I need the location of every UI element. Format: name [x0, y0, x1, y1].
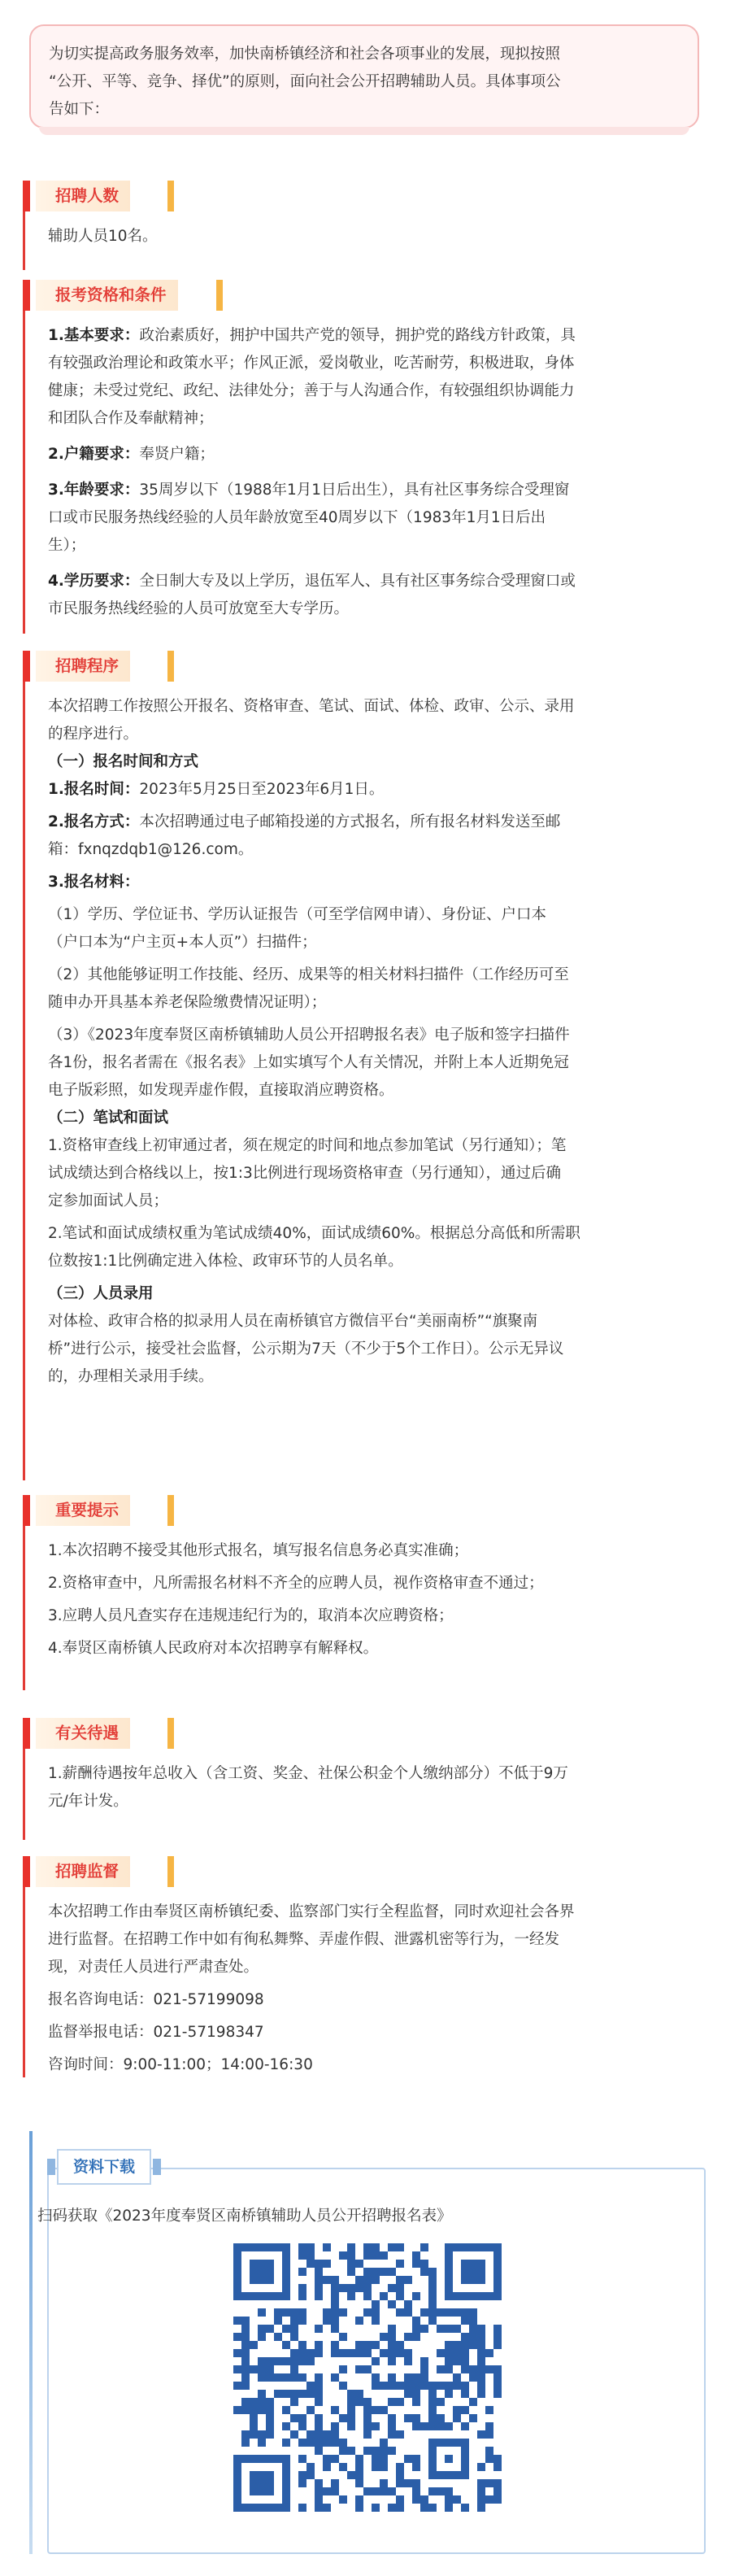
- req-label: 4.学历要求：: [48, 573, 140, 590]
- header-red-bar: [23, 1856, 30, 1887]
- material-line: 随申办开具基本养老保险缴费情况证明）；: [48, 994, 327, 1011]
- intro-box: [29, 24, 699, 129]
- intro-line: 为切实提高政务服务效率，加快南桥镇经济和社会各项事业的发展，现拟按照: [49, 46, 561, 63]
- req-line: 和团队合作及奉献精神；: [48, 410, 214, 427]
- section-benefits: [23, 1718, 699, 1840]
- section-title: 招聘程序: [36, 651, 130, 682]
- exam-line: 定参加面试人员；: [48, 1192, 169, 1210]
- benefit-line: 元/年计发。: [48, 1793, 128, 1810]
- section-title: 招聘监督: [36, 1856, 130, 1887]
- material-line: （2）其他能够证明工作技能、经历、成果等的相关材料扫描件（工作经历可至: [48, 966, 569, 983]
- material-line: （户口本为“户主页+本人页”）扫描件；: [48, 934, 317, 951]
- section-procedure: [23, 651, 699, 1480]
- req-text: 奉贤户籍；: [139, 446, 215, 463]
- req-line: 政治素质好，拥护中国共产党的领导，拥护党的路线方针政策，具: [139, 327, 576, 344]
- header-red-bar: [23, 181, 30, 211]
- material-line: 各1份，报名者需在《报名表》上如实填写个人有关情况，并附上本人近期免冠: [48, 1054, 569, 1071]
- header-red-bar: [23, 1718, 30, 1749]
- section-header: [23, 1495, 699, 1526]
- section-recruit-count: [23, 181, 699, 270]
- section-supervision: [23, 1856, 699, 2077]
- header-red-bar: [23, 1495, 30, 1526]
- header-red-bar: [23, 280, 30, 311]
- section-header: [23, 651, 699, 682]
- subheading-exam: （二）笔试和面试: [48, 1109, 169, 1127]
- download-title: 资料下载: [57, 2149, 151, 2185]
- section-qualifications: [23, 280, 699, 634]
- consult-phone: 报名咨询电话：021-57199098: [48, 1991, 264, 2008]
- req-line: 市民服务热线经验的人员可放宽至大专学历。: [48, 600, 350, 617]
- section-header: [23, 1856, 699, 1887]
- material-line: （3）《2023年度奉贤区南桥镇辅助人员公开招聘报名表》电子版和签字扫描件: [48, 1026, 570, 1044]
- section-header: [23, 1718, 699, 1749]
- exam-line: 1.资格审查线上初审通过者，须在规定的时间和地点参加笔试（另行通知）；笔: [48, 1137, 567, 1154]
- intro-line: “公开、平等、竞争、择优”的原则，面向社会公开招聘辅助人员。具体事项公: [49, 73, 561, 90]
- section-title: 报考资格和条件: [36, 280, 178, 311]
- section-important-notes: [23, 1495, 699, 1690]
- req-line: 35周岁以下（1988年1月1日后出生），具有社区事务综合受理窗: [139, 482, 570, 499]
- item-label: 3.报名材料：: [48, 874, 140, 891]
- req-education: [48, 568, 699, 595]
- section-title: 重要提示: [36, 1495, 130, 1526]
- req-line: 全日制大专及以上学历，退伍军人、具有社区事务综合受理窗口或: [139, 573, 576, 590]
- report-phone: 监督举报电话：021-57198347: [48, 2024, 264, 2041]
- reg-materials: [48, 869, 699, 896]
- procedure-intro: 的程序进行。: [48, 726, 139, 743]
- item-label: 2.报名方式：: [48, 813, 140, 830]
- download-text: 扫码获取《2023年度奉贤区南桥镇辅助人员公开招聘报名表》: [37, 2208, 452, 2225]
- procedure-intro: 本次招聘工作按照公开报名、资格审查、笔试、面试、体检、政审、公示、录用: [48, 698, 575, 715]
- req-household: [48, 441, 699, 469]
- supervision-line: 进行监督。在招聘工作中如有徇私舞弊、弄虚作假、泄露机密等行为，一经发: [48, 1931, 560, 1948]
- employment-line: 桥”进行公示，接受社会监督，公示期为7天（不少于5个工作日）。公示无异议: [48, 1340, 564, 1358]
- note-item: 3.应聘人员凡查实存在违规违纪行为的，取消本次应聘资格；: [48, 1607, 454, 1624]
- header-yellow-bar: [167, 1495, 174, 1526]
- item-line: 本次招聘通过电子邮箱投递的方式报名，所有报名材料发送至邮: [139, 813, 561, 830]
- reg-email-line: 箱：fxnqzdqb1@126.com。: [48, 841, 254, 858]
- req-basic: [48, 322, 699, 350]
- employment-line: 对体检、政审合格的拟录用人员在南桥镇官方微信平台“美丽南桥”“旗聚南: [48, 1313, 538, 1330]
- section-title: 招聘人数: [36, 181, 130, 211]
- exam-line: 位数按1:1比例确定进入体检、政审环节的人员名单。: [48, 1253, 403, 1270]
- subheading-registration: （一）报名时间和方式: [48, 753, 199, 770]
- req-line: 生）；: [48, 537, 86, 554]
- exam-line: 2.笔试和面试成绩权重为笔试成绩40%，面试成绩60%。根据总分高低和所需职: [48, 1225, 580, 1242]
- download-side-bar: [29, 2131, 33, 2554]
- header-yellow-bar: [216, 280, 223, 311]
- header-yellow-bar: [167, 651, 174, 682]
- exam-line: 试成绩达到合格线以上，按1:3比例进行现场资格审查（另行通知），通过后确: [48, 1165, 562, 1182]
- header-yellow-bar: [167, 181, 174, 211]
- subheading-employment: （三）人员录用: [48, 1285, 154, 1302]
- section-header: [23, 181, 699, 211]
- header-red-bar: [23, 651, 30, 682]
- req-line: 口或市民服务热线经验的人员年龄放宽至40周岁以下（1983年1月1日后出: [48, 509, 546, 526]
- consult-hours: 咨询时间：9:00-11:00；14:00-16:30: [48, 2056, 313, 2073]
- req-age: [48, 477, 699, 504]
- req-line: 有较强政治理论和政策水平；作风正派，爱岗敬业，吃苦耐劳，积极进取，身体: [48, 355, 575, 372]
- header-yellow-bar: [167, 1718, 174, 1749]
- material-line: 电子版彩照，如发现弄虚作假，直接取消应聘资格。: [48, 1082, 394, 1099]
- material-line: （1）学历、学位证书、学历认证报告（可至学信网申请）、身份证、户口本: [48, 906, 547, 923]
- req-label: 1.基本要求：: [48, 327, 140, 344]
- reg-time: [48, 776, 699, 804]
- employment-line: 的，办理相关录用手续。: [48, 1368, 214, 1385]
- note-item: 2.资格审查中，凡所需报名材料不齐全的应聘人员，视作资格审查不通过；: [48, 1575, 544, 1592]
- header-yellow-bar: [167, 1856, 174, 1887]
- benefit-line: 1.薪酬待遇按年总收入（含工资、奖金、社保公积金个人缴纳部分）不低于9万: [48, 1765, 568, 1782]
- reg-method: [48, 809, 699, 836]
- qr-code[interactable]: [233, 2243, 502, 2512]
- intro-line: 告如下：: [49, 101, 110, 118]
- note-item: 4.奉贤区南桥镇人民政府对本次招聘享有解释权。: [48, 1640, 379, 1657]
- section-header: [23, 280, 699, 311]
- recruit-count-text: 辅助人员10名。: [48, 228, 158, 245]
- req-line: 健康；未受过党纪、政纪、法律处分；善于与人沟通合作，有较强组织协调能力: [48, 382, 575, 399]
- item-label: 1.报名时间：: [48, 781, 140, 798]
- supervision-line: 现，对责任人员进行严肃查处。: [48, 1959, 259, 1976]
- req-label: 2.户籍要求：: [48, 446, 140, 463]
- item-text: 2023年5月25日至2023年6月1日。: [139, 781, 385, 798]
- section-title: 有关待遇: [36, 1718, 130, 1749]
- req-label: 3.年龄要求：: [48, 482, 140, 499]
- note-item: 1.本次招聘不接受其他形式报名，填写报名信息务必真实准确；: [48, 1542, 469, 1559]
- supervision-line: 本次招聘工作由奉贤区南桥镇纪委、监察部门实行全程监督，同时欢迎社会各界: [48, 1903, 575, 1920]
